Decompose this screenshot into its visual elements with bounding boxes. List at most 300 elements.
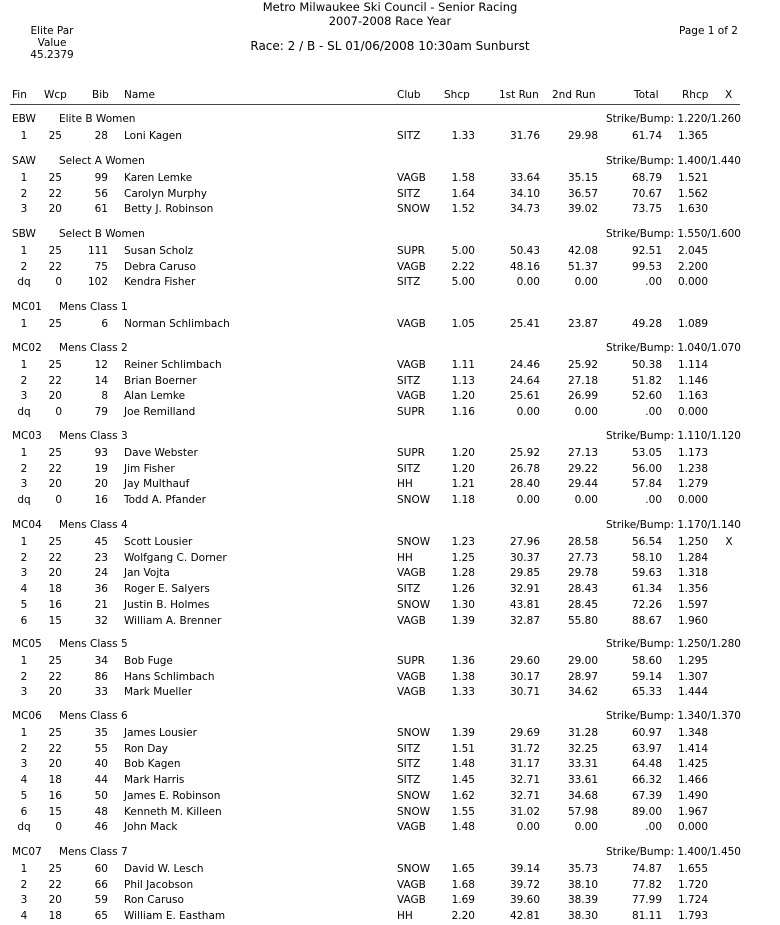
cell-wcp: 20 — [48, 567, 62, 579]
cell-name: Debra Caruso — [124, 261, 196, 273]
class-name: Select B Women — [59, 228, 145, 240]
cell-run1: 0.00 — [516, 276, 540, 288]
cell-wcp: 15 — [48, 806, 62, 818]
cell-club: VAGB — [397, 821, 426, 833]
cell-shcp: 1.52 — [451, 203, 475, 215]
cell-shcp: 5.00 — [451, 276, 475, 288]
cell-rhcp: 0.000 — [677, 406, 708, 418]
cell-rhcp: 0.000 — [677, 276, 708, 288]
cell-rhcp: 1.960 — [677, 615, 708, 627]
cell-rhcp: 1.146 — [677, 375, 708, 387]
cell-run2: 25.92 — [567, 359, 598, 371]
cell-fin: 1 — [20, 318, 28, 330]
cell-bib: 61 — [94, 203, 108, 215]
cell-club: SNOW — [397, 806, 431, 818]
cell-total: 72.26 — [631, 599, 662, 611]
report-title: Metro Milwaukee Ski Council - Senior Racing — [262, 0, 518, 14]
cell-bib: 6 — [101, 318, 108, 330]
cell-rhcp: 1.295 — [677, 655, 708, 667]
cell-rhcp: 0.000 — [677, 494, 708, 506]
cell-name: Bob Fuge — [124, 655, 173, 667]
cell-name: Todd A. Pfander — [124, 494, 206, 506]
cell-shcp: 1.36 — [451, 655, 475, 667]
cell-run2: 35.73 — [567, 863, 598, 875]
cell-name: Joe Remilland — [124, 406, 196, 418]
cell-rhcp: 1.307 — [677, 671, 708, 683]
cell-name: Loni Kagen — [124, 130, 182, 142]
cell-bib: 111 — [87, 245, 108, 257]
cell-fin: 1 — [20, 130, 28, 142]
cell-club: SITZ — [397, 130, 421, 142]
cell-fin: 1 — [20, 863, 28, 875]
cell-wcp: 16 — [48, 599, 62, 611]
cell-bib: 93 — [94, 447, 108, 459]
cell-bib: 21 — [94, 599, 108, 611]
cell-wcp: 18 — [48, 774, 62, 786]
cell-rhcp: 1.348 — [677, 727, 708, 739]
col-fin: Fin — [12, 89, 27, 101]
cell-total: 59.63 — [631, 567, 662, 579]
class-name: Mens Class 1 — [59, 301, 128, 313]
cell-club: SITZ — [397, 463, 421, 475]
cell-total: 74.87 — [631, 863, 662, 875]
cell-run1: 33.64 — [509, 172, 540, 184]
cell-fin: 3 — [20, 758, 28, 770]
cell-wcp: 20 — [48, 478, 62, 490]
cell-total: 66.32 — [631, 774, 662, 786]
cell-name: Jim Fisher — [124, 463, 175, 475]
cell-shcp: 1.45 — [451, 774, 475, 786]
cell-bib: 34 — [94, 655, 108, 667]
cell-fin: 2 — [20, 188, 28, 200]
class-name: Mens Class 6 — [59, 710, 128, 722]
cell-run2: 28.43 — [567, 583, 598, 595]
class-code: MC01 — [12, 301, 42, 313]
cell-fin: 1 — [20, 727, 28, 739]
par-label: Elite Par — [30, 25, 74, 37]
class-name: Elite B Women — [59, 113, 136, 125]
cell-wcp: 18 — [48, 910, 62, 922]
cell-wcp: 20 — [48, 390, 62, 402]
col-total: Total — [634, 89, 659, 101]
cell-shcp: 1.38 — [451, 671, 475, 683]
cell-run1: 30.37 — [509, 552, 540, 564]
cell-shcp: 2.22 — [451, 261, 475, 273]
cell-run1: 29.69 — [509, 727, 540, 739]
cell-rhcp: 1.425 — [677, 758, 708, 770]
cell-run1: 32.71 — [509, 774, 540, 786]
class-code: SAW — [12, 155, 36, 167]
class-name: Mens Class 4 — [59, 519, 128, 531]
col-bib: Bib — [92, 89, 109, 101]
cell-club: SNOW — [397, 536, 431, 548]
strike-bump: Strike/Bump: 1.110/1.120 — [605, 430, 741, 442]
cell-run2: 57.98 — [567, 806, 598, 818]
cell-shcp: 1.33 — [451, 130, 475, 142]
cell-wcp: 0 — [55, 821, 62, 833]
cell-fin: 3 — [20, 478, 28, 490]
cell-club: HH — [397, 478, 413, 490]
cell-run1: 24.64 — [509, 375, 540, 387]
cell-shcp: 1.39 — [451, 615, 475, 627]
cell-club: SITZ — [397, 583, 421, 595]
cell-run2: 29.22 — [567, 463, 598, 475]
cell-rhcp: 2.045 — [677, 245, 708, 257]
cell-total: .00 — [645, 406, 662, 418]
col-shcp: Shcp — [444, 89, 470, 101]
cell-club: VAGB — [397, 567, 426, 579]
cell-rhcp: 1.089 — [677, 318, 708, 330]
cell-club: SUPR — [397, 447, 425, 459]
cell-total: 57.84 — [631, 478, 662, 490]
cell-wcp: 25 — [48, 359, 62, 371]
cell-club: VAGB — [397, 359, 426, 371]
cell-run1: 29.85 — [509, 567, 540, 579]
header-divider — [10, 104, 740, 105]
cell-bib: 24 — [94, 567, 108, 579]
cell-shcp: 1.48 — [451, 758, 475, 770]
cell-run1: 39.14 — [509, 863, 540, 875]
cell-name: Hans Schlimbach — [124, 671, 215, 683]
cell-fin: 5 — [20, 599, 28, 611]
cell-rhcp: 1.793 — [677, 910, 708, 922]
cell-club: VAGB — [397, 686, 426, 698]
cell-name: David W. Lesch — [124, 863, 204, 875]
cell-run2: 29.78 — [567, 567, 598, 579]
cell-run1: 34.10 — [509, 188, 540, 200]
cell-run1: 25.92 — [509, 447, 540, 459]
cell-run1: 32.71 — [509, 790, 540, 802]
cell-fin: 3 — [20, 894, 28, 906]
cell-name: James E. Robinson — [124, 790, 221, 802]
cell-bib: 19 — [94, 463, 108, 475]
cell-run2: 39.02 — [567, 203, 598, 215]
cell-club: SUPR — [397, 245, 425, 257]
cell-wcp: 25 — [48, 863, 62, 875]
cell-bib: 40 — [94, 758, 108, 770]
cell-run2: 23.87 — [567, 318, 598, 330]
col-club: Club — [397, 89, 421, 101]
cell-name: Brian Boerner — [124, 375, 197, 387]
cell-club: SNOW — [397, 790, 431, 802]
cell-rhcp: 1.318 — [677, 567, 708, 579]
class-code: MC07 — [12, 846, 42, 858]
cell-wcp: 20 — [48, 203, 62, 215]
cell-wcp: 22 — [48, 463, 62, 475]
cell-fin: 4 — [20, 774, 28, 786]
cell-fin: 2 — [20, 671, 28, 683]
cell-bib: 28 — [94, 130, 108, 142]
cell-bib: 99 — [94, 172, 108, 184]
cell-club: SUPR — [397, 655, 425, 667]
class-name: Mens Class 3 — [59, 430, 128, 442]
cell-rhcp: 1.163 — [677, 390, 708, 402]
class-code: MC03 — [12, 430, 42, 442]
cell-total: 59.14 — [631, 671, 662, 683]
cell-wcp: 25 — [48, 536, 62, 548]
cell-shcp: 1.48 — [451, 821, 475, 833]
cell-run1: 0.00 — [516, 406, 540, 418]
cell-run1: 30.71 — [509, 686, 540, 698]
cell-wcp: 20 — [48, 758, 62, 770]
cell-name: William E. Eastham — [124, 910, 226, 922]
cell-total: 63.97 — [631, 743, 662, 755]
par-label-value: Value — [37, 37, 67, 49]
cell-wcp: 15 — [48, 615, 62, 627]
cell-bib: 23 — [94, 552, 108, 564]
cell-run1: 26.78 — [509, 463, 540, 475]
class-code: MC06 — [12, 710, 42, 722]
cell-club: SNOW — [397, 727, 431, 739]
cell-rhcp: 1.238 — [677, 463, 708, 475]
cell-fin: dq — [17, 406, 31, 418]
cell-total: 92.51 — [631, 245, 662, 257]
cell-shcp: 1.21 — [451, 478, 475, 490]
cell-run2: 0.00 — [574, 276, 598, 288]
cell-rhcp: 0.000 — [677, 821, 708, 833]
cell-shcp: 1.05 — [451, 318, 475, 330]
cell-run2: 33.31 — [567, 758, 598, 770]
cell-name: Mark Mueller — [124, 686, 193, 698]
cell-run2: 29.98 — [567, 130, 598, 142]
cell-name: Phil Jacobson — [124, 879, 194, 891]
cell-run1: 30.17 — [509, 671, 540, 683]
cell-name: Reiner Schlimbach — [124, 359, 222, 371]
class-code: MC04 — [12, 519, 42, 531]
cell-club: SITZ — [397, 758, 421, 770]
cell-run1: 31.72 — [509, 743, 540, 755]
cell-name: Betty J. Robinson — [124, 203, 214, 215]
cell-total: 70.67 — [631, 188, 662, 200]
cell-run2: 26.99 — [567, 390, 598, 402]
cell-wcp: 22 — [48, 743, 62, 755]
cell-total: 88.67 — [631, 615, 662, 627]
cell-club: SITZ — [397, 276, 421, 288]
cell-rhcp: 1.250 — [677, 536, 708, 548]
cell-bib: 86 — [94, 671, 108, 683]
cell-bib: 46 — [94, 821, 108, 833]
cell-run1: 32.87 — [509, 615, 540, 627]
cell-bib: 66 — [94, 879, 108, 891]
cell-fin: 1 — [20, 172, 28, 184]
cell-total: 67.39 — [631, 790, 662, 802]
cell-name: Alan Lemke — [124, 390, 186, 402]
cell-rhcp: 1.967 — [677, 806, 708, 818]
col-name: Name — [124, 89, 155, 101]
cell-run2: 28.97 — [567, 671, 598, 683]
cell-fin: 3 — [20, 203, 28, 215]
cell-rhcp: 1.630 — [677, 203, 708, 215]
cell-run2: 31.28 — [567, 727, 598, 739]
cell-bib: 79 — [94, 406, 108, 418]
strike-bump: Strike/Bump: 1.250/1.280 — [605, 638, 741, 650]
cell-total: 65.33 — [631, 686, 662, 698]
cell-rhcp: 1.597 — [677, 599, 708, 611]
strike-bump: Strike/Bump: 1.400/1.450 — [605, 846, 741, 858]
cell-total: 53.05 — [631, 447, 662, 459]
cell-rhcp: 1.414 — [677, 743, 708, 755]
cell-run2: 55.80 — [567, 615, 598, 627]
cell-club: SNOW — [397, 494, 431, 506]
cell-run2: 36.57 — [567, 188, 598, 200]
col-rhcp: Rhcp — [682, 89, 709, 101]
class-code: MC02 — [12, 342, 42, 354]
cell-run1: 50.43 — [509, 245, 540, 257]
cell-name: Kendra Fisher — [124, 276, 196, 288]
cell-fin: 3 — [20, 686, 28, 698]
cell-run2: 0.00 — [574, 494, 598, 506]
cell-club: HH — [397, 552, 413, 564]
cell-bib: 33 — [94, 686, 108, 698]
cell-shcp: 1.13 — [451, 375, 475, 387]
cell-run2: 28.45 — [567, 599, 598, 611]
cell-rhcp: 1.114 — [677, 359, 708, 371]
cell-run2: 34.68 — [567, 790, 598, 802]
cell-total: 81.11 — [631, 910, 662, 922]
cell-fin: 2 — [20, 552, 28, 564]
cell-total: 50.38 — [631, 359, 662, 371]
cell-fin: 4 — [20, 583, 28, 595]
cell-run2: 38.39 — [567, 894, 598, 906]
cell-rhcp: 1.720 — [677, 879, 708, 891]
cell-total: .00 — [645, 276, 662, 288]
cell-name: Karen Lemke — [124, 172, 193, 184]
cell-shcp: 1.69 — [451, 894, 475, 906]
cell-run1: 34.73 — [509, 203, 540, 215]
cell-wcp: 25 — [48, 318, 62, 330]
cell-run2: 38.10 — [567, 879, 598, 891]
cell-club: VAGB — [397, 172, 426, 184]
cell-shcp: 1.26 — [451, 583, 475, 595]
cell-rhcp: 1.356 — [677, 583, 708, 595]
cell-bib: 59 — [94, 894, 108, 906]
cell-shcp: 1.68 — [451, 879, 475, 891]
cell-fin: 1 — [20, 245, 28, 257]
class-code: MC05 — [12, 638, 42, 650]
cell-name: Roger E. Salyers — [124, 583, 210, 595]
cell-fin: 2 — [20, 463, 28, 475]
cell-fin: 2 — [20, 879, 28, 891]
cell-club: VAGB — [397, 894, 426, 906]
cell-club: VAGB — [397, 615, 426, 627]
cell-fin: 1 — [20, 536, 28, 548]
cell-fin: dq — [17, 276, 31, 288]
cell-wcp: 22 — [48, 879, 62, 891]
cell-rhcp: 1.490 — [677, 790, 708, 802]
cell-total: 64.48 — [631, 758, 662, 770]
cell-bib: 35 — [94, 727, 108, 739]
cell-run1: 31.76 — [509, 130, 540, 142]
cell-total: 56.00 — [631, 463, 662, 475]
cell-bib: 102 — [87, 276, 108, 288]
strike-bump: Strike/Bump: 1.400/1.440 — [605, 155, 741, 167]
cell-club: SNOW — [397, 863, 431, 875]
cell-name: William A. Brenner — [124, 615, 222, 627]
class-code: EBW — [12, 113, 36, 125]
race-year: 2007-2008 Race Year — [328, 14, 452, 28]
cell-fin: 2 — [20, 743, 28, 755]
cell-shcp: 1.18 — [451, 494, 475, 506]
cell-wcp: 22 — [48, 375, 62, 387]
cell-wcp: 0 — [55, 276, 62, 288]
class-name: Mens Class 2 — [59, 342, 128, 354]
cell-club: SITZ — [397, 774, 421, 786]
cell-bib: 48 — [94, 806, 108, 818]
cell-fin: 3 — [20, 567, 28, 579]
cell-shcp: 1.23 — [451, 536, 475, 548]
cell-bib: 36 — [94, 583, 108, 595]
cell-run2: 27.73 — [567, 552, 598, 564]
cell-wcp: 25 — [48, 727, 62, 739]
cell-shcp: 1.20 — [451, 463, 475, 475]
cell-shcp: 1.64 — [451, 188, 475, 200]
cell-bib: 65 — [94, 910, 108, 922]
cell-shcp: 1.51 — [451, 743, 475, 755]
cell-fin: 5 — [20, 790, 28, 802]
cell-name: Justin B. Holmes — [124, 599, 210, 611]
cell-run2: 0.00 — [574, 821, 598, 833]
cell-rhcp: 1.284 — [677, 552, 708, 564]
class-name: Mens Class 5 — [59, 638, 128, 650]
cell-wcp: 18 — [48, 583, 62, 595]
col-wcp: Wcp — [44, 89, 67, 101]
cell-wcp: 22 — [48, 261, 62, 273]
cell-fin: 3 — [20, 390, 28, 402]
cell-name: Norman Schlimbach — [124, 318, 230, 330]
cell-name: Kenneth M. Killeen — [124, 806, 222, 818]
cell-wcp: 16 — [48, 790, 62, 802]
cell-total: 58.60 — [631, 655, 662, 667]
cell-run2: 35.15 — [567, 172, 598, 184]
cell-shcp: 1.65 — [451, 863, 475, 875]
cell-total: 89.00 — [631, 806, 662, 818]
cell-rhcp: 2.200 — [677, 261, 708, 273]
col-x: X — [725, 89, 733, 101]
cell-club: VAGB — [397, 671, 426, 683]
cell-wcp: 20 — [48, 686, 62, 698]
cell-rhcp: 1.521 — [677, 172, 708, 184]
cell-name: Susan Scholz — [124, 245, 194, 257]
cell-wcp: 22 — [48, 188, 62, 200]
cell-club: VAGB — [397, 318, 426, 330]
cell-total: 77.99 — [631, 894, 662, 906]
cell-wcp: 25 — [48, 130, 62, 142]
class-name: Mens Class 7 — [59, 846, 128, 858]
cell-fin: 1 — [20, 447, 28, 459]
cell-run2: 34.62 — [567, 686, 598, 698]
strike-bump: Strike/Bump: 1.220/1.260 — [605, 113, 741, 125]
cell-bib: 16 — [94, 494, 108, 506]
cell-club: HH — [397, 910, 413, 922]
cell-bib: 20 — [94, 478, 108, 490]
cell-run1: 24.46 — [509, 359, 540, 371]
cell-total: .00 — [645, 494, 662, 506]
cell-wcp: 0 — [55, 494, 62, 506]
cell-bib: 75 — [94, 261, 108, 273]
cell-run2: 32.25 — [567, 743, 598, 755]
cell-run1: 27.96 — [509, 536, 540, 548]
cell-wcp: 25 — [48, 447, 62, 459]
cell-rhcp: 1.279 — [677, 478, 708, 490]
cell-wcp: 25 — [48, 172, 62, 184]
cell-shcp: 1.33 — [451, 686, 475, 698]
cell-total: 58.10 — [631, 552, 662, 564]
cell-club: SNOW — [397, 203, 431, 215]
cell-rhcp: 1.655 — [677, 863, 708, 875]
cell-name: Jan Vojta — [124, 567, 170, 579]
cell-total: 61.34 — [631, 583, 662, 595]
cell-shcp: 5.00 — [451, 245, 475, 257]
